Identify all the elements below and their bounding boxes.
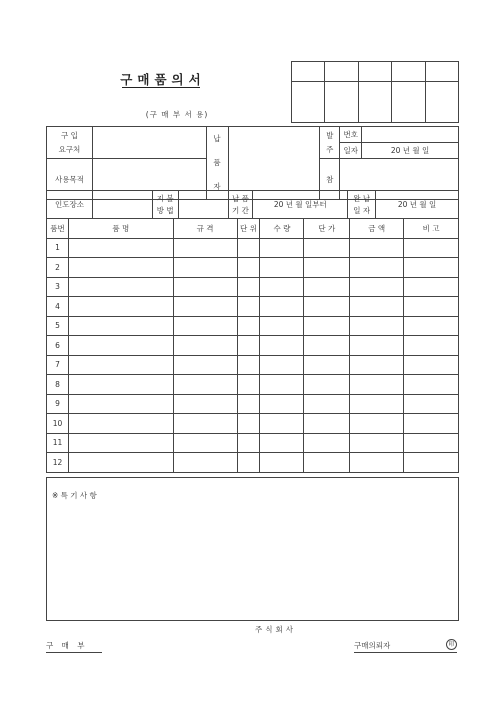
- item-row: [47, 433, 459, 453]
- item-cell[interactable]: [350, 258, 404, 278]
- delivery-info-table: [46, 190, 459, 219]
- item-number: 6: [47, 336, 69, 356]
- item-cell[interactable]: [68, 277, 173, 297]
- item-cell[interactable]: [350, 375, 404, 395]
- item-cell[interactable]: [350, 277, 404, 297]
- stamp-cell[interactable]: [392, 62, 425, 82]
- item-cell[interactable]: [404, 433, 459, 453]
- item-cell[interactable]: [173, 277, 237, 297]
- payment-method-label: 지 불 방 법: [152, 191, 178, 219]
- item-cell[interactable]: [350, 394, 404, 414]
- item-cell[interactable]: [237, 433, 260, 453]
- item-row: [47, 316, 459, 336]
- seal-icon: 印: [446, 639, 457, 650]
- item-cell[interactable]: [304, 238, 350, 258]
- col-header-item-name: 품 명: [68, 219, 173, 239]
- item-cell[interactable]: [260, 394, 304, 414]
- item-cell[interactable]: [260, 414, 304, 434]
- item-cell[interactable]: [68, 375, 173, 395]
- item-cell[interactable]: [304, 414, 350, 434]
- item-cell[interactable]: [260, 277, 304, 297]
- delivery-period-field[interactable]: 20 년 월 일부터: [253, 191, 348, 219]
- item-cell[interactable]: [350, 238, 404, 258]
- item-cell[interactable]: [237, 277, 260, 297]
- item-cell[interactable]: [237, 453, 260, 473]
- item-cell[interactable]: [260, 355, 304, 375]
- delivery-place-field[interactable]: [92, 191, 152, 219]
- item-cell[interactable]: [404, 297, 459, 317]
- stamp-cell[interactable]: [292, 82, 325, 123]
- item-cell[interactable]: [304, 258, 350, 278]
- item-row: [47, 258, 459, 278]
- order-number-field[interactable]: [362, 127, 459, 143]
- item-cell[interactable]: [237, 375, 260, 395]
- order-number-label: 번호: [340, 127, 362, 143]
- purchasing-dept-label: 구 매 부: [46, 640, 102, 653]
- item-cell[interactable]: [404, 355, 459, 375]
- payment-method-field[interactable]: [178, 191, 228, 219]
- item-cell[interactable]: [173, 414, 237, 434]
- item-row: [47, 238, 459, 258]
- item-number: 5: [47, 316, 69, 336]
- item-cell[interactable]: [404, 336, 459, 356]
- item-cell[interactable]: [404, 277, 459, 297]
- item-cell[interactable]: [404, 394, 459, 414]
- item-cell[interactable]: [304, 355, 350, 375]
- stamp-cell[interactable]: [358, 82, 391, 123]
- item-cell[interactable]: [304, 277, 350, 297]
- item-cell[interactable]: [350, 414, 404, 434]
- item-cell[interactable]: [260, 316, 304, 336]
- item-cell[interactable]: [350, 453, 404, 473]
- item-number: 1: [47, 238, 69, 258]
- item-cell[interactable]: [404, 453, 459, 473]
- item-cell[interactable]: [68, 297, 173, 317]
- item-cell[interactable]: [260, 297, 304, 317]
- delivery-place-label: 인도장소: [47, 191, 93, 219]
- item-cell[interactable]: [260, 258, 304, 278]
- item-cell[interactable]: [173, 394, 237, 414]
- item-cell[interactable]: [404, 375, 459, 395]
- item-cell[interactable]: [173, 258, 237, 278]
- request-header-table: [46, 126, 459, 200]
- item-cell[interactable]: [237, 336, 260, 356]
- item-cell[interactable]: [173, 297, 237, 317]
- order-date-field[interactable]: 20 년 월 일: [362, 143, 459, 159]
- item-cell[interactable]: [237, 258, 260, 278]
- item-cell[interactable]: [68, 316, 173, 336]
- page-subtitle: (구 매 부 서 용): [145, 110, 209, 119]
- item-cell[interactable]: [68, 336, 173, 356]
- item-cell[interactable]: [304, 453, 350, 473]
- item-cell[interactable]: [68, 453, 173, 473]
- col-header-quantity: 수 량: [260, 219, 304, 239]
- item-number: 8: [47, 375, 69, 395]
- purpose-label: 사용목적: [47, 159, 93, 200]
- item-cell[interactable]: [237, 414, 260, 434]
- item-cell[interactable]: [404, 258, 459, 278]
- item-number: 2: [47, 258, 69, 278]
- item-cell[interactable]: [260, 433, 304, 453]
- requester-signature-line[interactable]: [354, 640, 457, 653]
- item-cell[interactable]: [68, 258, 173, 278]
- item-cell[interactable]: [68, 433, 173, 453]
- title-underline: [122, 87, 200, 88]
- item-cell[interactable]: [173, 453, 237, 473]
- stamp-cell[interactable]: [425, 62, 458, 82]
- stamp-cell[interactable]: [358, 62, 391, 82]
- col-header-remarks: 비 고: [404, 219, 459, 239]
- item-number: 4: [47, 297, 69, 317]
- item-cell[interactable]: [350, 316, 404, 336]
- col-header-spec: 규 격: [173, 219, 237, 239]
- stamp-cell[interactable]: [425, 82, 458, 123]
- approval-stamp-grid: [291, 61, 459, 123]
- item-cell[interactable]: [404, 414, 459, 434]
- item-number: 7: [47, 355, 69, 375]
- requesting-dept-field[interactable]: [92, 127, 206, 159]
- item-cell[interactable]: [68, 394, 173, 414]
- items-header-row: [47, 219, 459, 239]
- item-cell[interactable]: [260, 375, 304, 395]
- item-number: 12: [47, 453, 69, 473]
- item-number: 3: [47, 277, 69, 297]
- stamp-cell[interactable]: [325, 82, 358, 123]
- supplier-field[interactable]: [228, 127, 320, 200]
- item-cell[interactable]: [237, 355, 260, 375]
- page-title: 구매품의서: [120, 72, 206, 87]
- completion-date-label: 완 납 일 자: [348, 191, 376, 219]
- item-cell[interactable]: [173, 336, 237, 356]
- item-cell[interactable]: [304, 375, 350, 395]
- item-number: 10: [47, 414, 69, 434]
- item-cell[interactable]: [173, 433, 237, 453]
- item-cell[interactable]: [260, 336, 304, 356]
- item-cell[interactable]: [173, 355, 237, 375]
- item-cell[interactable]: [304, 433, 350, 453]
- item-cell[interactable]: [304, 316, 350, 336]
- item-cell[interactable]: [350, 336, 404, 356]
- reference-label: 참: [320, 159, 340, 200]
- item-row: [47, 414, 459, 434]
- item-number: 9: [47, 394, 69, 414]
- item-cell[interactable]: [350, 355, 404, 375]
- item-cell[interactable]: [68, 414, 173, 434]
- item-row: [47, 277, 459, 297]
- item-cell[interactable]: [68, 238, 173, 258]
- col-header-unit: 단 위: [237, 219, 260, 239]
- col-header-amount: 금 액: [350, 219, 404, 239]
- special-notes-label: ※ 특 기 사 항: [52, 491, 97, 500]
- item-cell[interactable]: [237, 316, 260, 336]
- item-cell[interactable]: [350, 433, 404, 453]
- item-cell[interactable]: [68, 355, 173, 375]
- completion-date-field[interactable]: 20 년 월 일: [376, 191, 459, 219]
- order-date-label: 일자: [340, 143, 362, 159]
- item-cell[interactable]: [260, 453, 304, 473]
- item-row: [47, 336, 459, 356]
- item-cell[interactable]: [237, 394, 260, 414]
- item-cell[interactable]: [173, 238, 237, 258]
- col-header-item-no: 품번: [47, 219, 69, 239]
- item-row: [47, 355, 459, 375]
- stamp-cell[interactable]: [325, 62, 358, 82]
- item-row: [47, 453, 459, 473]
- item-cell[interactable]: [404, 238, 459, 258]
- stamp-cell[interactable]: [392, 82, 425, 123]
- requester-label: 구매의뢰자: [354, 641, 391, 650]
- item-cell[interactable]: [237, 297, 260, 317]
- item-cell[interactable]: [304, 297, 350, 317]
- col-header-unit-price: 단 가: [304, 219, 350, 239]
- item-cell[interactable]: [173, 316, 237, 336]
- item-cell[interactable]: [350, 297, 404, 317]
- delivery-period-label: 납 품 기 간: [228, 191, 253, 219]
- order-label: 발 주: [320, 127, 340, 159]
- company-label: 주식회사: [255, 625, 296, 634]
- item-row: [47, 394, 459, 414]
- items-table: [46, 218, 459, 473]
- supplier-label: 납 품 자: [206, 127, 228, 200]
- item-cell[interactable]: [237, 238, 260, 258]
- item-cell[interactable]: [260, 238, 304, 258]
- item-row: [47, 297, 459, 317]
- item-number: 11: [47, 433, 69, 453]
- item-cell[interactable]: [404, 316, 459, 336]
- item-row: [47, 375, 459, 395]
- requesting-dept-label: 구 입 요구처: [47, 127, 93, 159]
- item-cell[interactable]: [304, 394, 350, 414]
- special-notes-box[interactable]: [46, 477, 459, 621]
- stamp-cell[interactable]: [292, 62, 325, 82]
- item-cell[interactable]: [304, 336, 350, 356]
- item-cell[interactable]: [173, 375, 237, 395]
